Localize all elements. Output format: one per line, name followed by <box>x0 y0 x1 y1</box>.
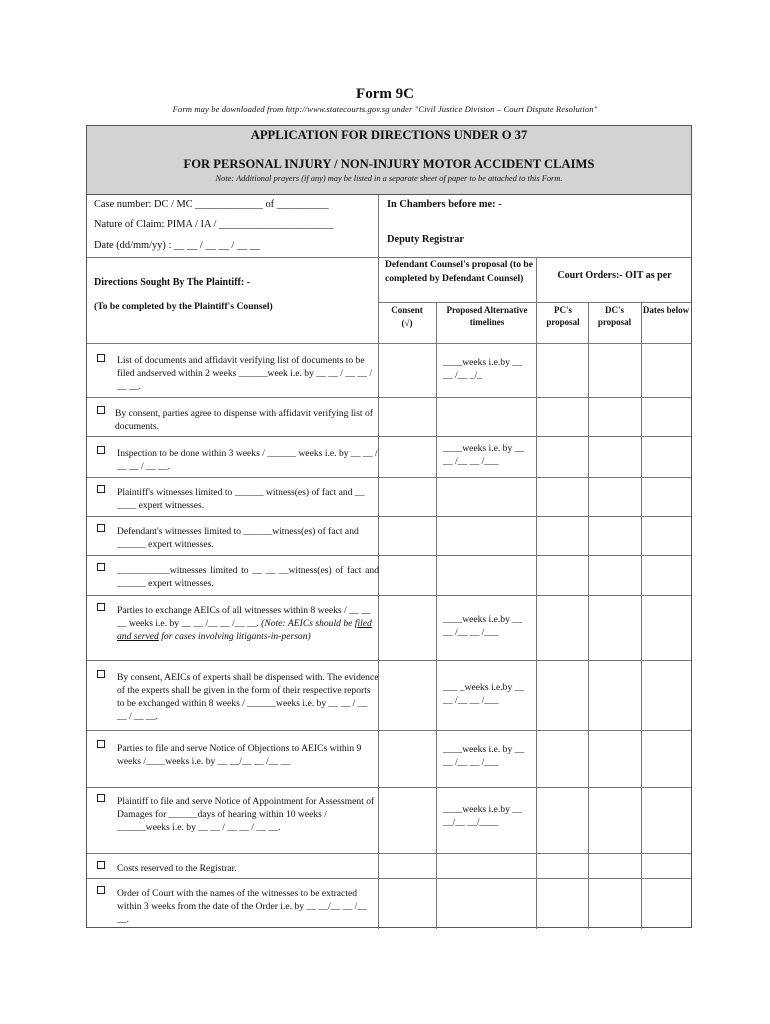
directions-heading: Directions Sought By The Plaintiff: - <box>94 277 251 288</box>
header-line-2: FOR PERSONAL INJURY / NON-INJURY MOTOR ACCIDENT CLAIMS <box>183 157 595 171</box>
item-5-checkbox[interactable] <box>97 524 105 532</box>
deputy-registrar-label: Deputy Registrar <box>387 234 465 245</box>
header-line-1: APPLICATION FOR DIRECTIONS UNDER O 37 <box>250 128 528 142</box>
pc-proposal-header: PC's proposal <box>546 305 580 327</box>
item-7-text <box>117 604 379 643</box>
item-1-checkbox[interactable] <box>97 354 105 362</box>
item-3-timeline[interactable]: ____weeks i.e. by __ __ /__ __ /___ <box>443 443 525 467</box>
item-8-checkbox[interactable] <box>97 670 105 678</box>
item-7-main: Parties to exchange AEICs of all witnesses within 8 weeks / __ __ __ weeks i.e. by __ __ /__ __ /__ __. <box>117 605 371 629</box>
item-9-text: Parties to file and serve Notice of Objections to AEICs within 9 weeks /____weeks i.e. by __ __/__ __ /__ __ <box>117 743 362 767</box>
date-field[interactable]: Date (dd/mm/yy) : __ __ / __ __ / __ __ <box>94 240 261 251</box>
defendant-proposal-heading: Defendant Counsel's proposal (to be completed by Defendant Counsel) <box>385 259 534 284</box>
header-note: Note: Additional prayers (if any) may be listed in a separate sheet of paper to be attached to this Form. <box>215 174 563 183</box>
item-6-text: ___________witnesses limited to __ __ __witness(es) of fact and ______ expert witnesses. <box>117 565 379 589</box>
consent-header: Consent <box>391 305 423 315</box>
item-9-checkbox[interactable] <box>97 740 105 748</box>
item-3-checkbox[interactable] <box>97 446 105 454</box>
item-4-checkbox[interactable] <box>97 485 105 493</box>
item-10-text: Plaintiff to file and serve Notice of Appointment for Assessment of Damages for ______days of hearing within 10 weeks / ______weeks i.e. by __ __ / __ __ / __ __. <box>117 796 375 833</box>
page-subtitle: Form may be downloaded from http://www.statecourts.gov.sg under "Civil Justice Division – Court Dispute Resolution" <box>172 104 598 114</box>
item-9-timeline[interactable]: ____weeks i.e. by __ __ /__ __ /___ <box>443 744 525 768</box>
item-7-note: (Note: AEICs should be filed and served for cases involving litigants-in-person) <box>117 618 372 642</box>
item-10-checkbox[interactable] <box>97 794 105 802</box>
form-header <box>87 126 691 195</box>
item-6-checkbox[interactable] <box>97 563 105 571</box>
court-orders-heading: Court Orders:- OIT as per <box>557 270 672 281</box>
item-3-text: Inspection to be done within 3 weeks / ______ weeks i.e. by __ __ / __ __ / __ __. <box>117 448 378 472</box>
form-frame <box>86 125 692 928</box>
item-7-checkbox[interactable] <box>97 603 105 611</box>
item-11-checkbox[interactable] <box>97 861 105 869</box>
case-number-field[interactable]: Case number: DC / MC _____________ of __________ <box>94 199 329 210</box>
item-1-timeline[interactable]: ____weeks i.e.by __ __ /__ _/_ <box>443 357 522 381</box>
item-8-text: By consent, AEICs of experts shall be dispensed with. The evidence of the experts shall be given in the form of their respective reports to be exchanged within 8 weeks / ______weeks i.e. by __ __ / __ __ / __ __. <box>117 672 379 722</box>
item-7-timeline[interactable]: ____weeks i.e.by __ __ /__ __ /___ <box>443 614 522 638</box>
item-4-text: Plaintiff's witnesses limited to ______ witness(es) of fact and __ ____ expert witnesses. <box>117 487 365 511</box>
item-8-timeline[interactable]: ___ _weeks i.e.by __ __ /__ __ /___ <box>443 682 525 706</box>
item-12-checkbox[interactable] <box>97 886 105 894</box>
item-2-text: By consent, parties agree to dispense with affidavit verifying list of documents. <box>115 408 373 432</box>
consent-mark: (√) <box>401 318 413 328</box>
dc-proposal-header: DC's proposal <box>597 305 632 327</box>
proposed-timelines-header: Proposed Alternative timelines <box>446 305 528 327</box>
item-1-text: List of documents and affidavit verifying list of documents to be filed andserved within 2 weeks ______week i.e. by __ __ / __ __ / __ __. <box>117 355 372 392</box>
nature-of-claim-field[interactable]: Nature of Claim: PIMA / IA / ______________________ <box>94 219 334 230</box>
item-2-checkbox[interactable] <box>97 406 105 414</box>
item-10-timeline[interactable]: ____weeks i.e.by __ __/__ __/____ <box>443 804 522 828</box>
item-11-text: Costs reserved to the Registrar. <box>117 863 237 874</box>
dates-below-header: Dates below <box>642 305 690 315</box>
page-title: Form 9C <box>356 86 414 102</box>
item-5-text: Defendant's witnesses limited to ______witness(es) of fact and ______ expert witnesses. <box>117 526 359 550</box>
item-12-text: Order of Court with the names of the witnesses to be extracted within 3 weeks from the date of the Order i.e. by __ __/__ __ /__ __. <box>117 888 367 925</box>
directions-subheading: (To be completed by the Plaintiff's Counsel) <box>94 301 273 312</box>
chambers-label: In Chambers before me: - <box>387 199 502 210</box>
